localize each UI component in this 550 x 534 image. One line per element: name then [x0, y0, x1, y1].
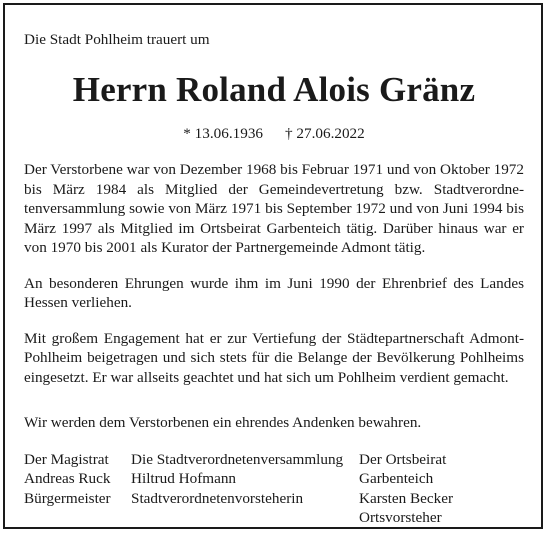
signatory-person: Karsten Becker [359, 489, 454, 507]
signatory-role: Stadtverordnetenvorsteherin [131, 489, 304, 507]
engagement-paragraph: Mit großem Engagement hat er zur Vertiefung der Städtepartnerschaft Admont-Pohlheim beigetragen und sich stets für die Belange der Bevölkerung Pohlheims eingesetzt. Er war allseits geachtet und hat sich um Pohlheim verdient gemacht. [24, 329, 524, 386]
signatory-body: Der Ortsbeirat Garbenteich [359, 450, 447, 487]
life-dates [24, 124, 524, 144]
signatory-ortsbeirat [359, 450, 524, 528]
signatory-stadtverordnetenversammlung [131, 450, 359, 528]
obituary-notice [24, 30, 524, 528]
signatory-body: Der Magistrat [24, 450, 109, 468]
signatory-body: Die Stadtverordnetenversammlung [131, 450, 344, 468]
death-date: † 27.06.2022 [285, 124, 365, 142]
closing-line: Wir werden dem Verstorbenen ein ehrendes Andenken bewahren. [24, 414, 422, 431]
signatories [24, 450, 524, 528]
signatory-role: Ortsvorsteher [359, 509, 442, 526]
signatory-person: Hiltrud Hofmann [131, 470, 237, 487]
signatory-magistrat [24, 450, 131, 528]
intro-line: Die Stadt Pohlheim trauert um [24, 31, 210, 48]
signatory-person: Andreas Ruck [24, 470, 111, 487]
birth-date: * 13.06.1936 [183, 124, 263, 142]
honors-paragraph: An besonderen Ehrungen wurde ihm im Juni 1990 der Ehrenbrief des Landes Hessen verliehen. [24, 274, 524, 311]
deceased-name: Herrn Roland Alois Gränz [72, 69, 476, 109]
signatory-role: Bürgermeister [24, 489, 111, 507]
biography-paragraph: Der Verstorbene war von Dezember 1968 bis Februar 1971 und von Oktober 1972 bis März 1984 als Mitglied der Gemeindevertretung bzw. Stadtverordnetenversammlung sowie von März 1971 bis September 1972 und von Juni 1994 bis März 1997 als Mitglied im Ortsbeirat Garbenteich tätig. Darüber hinaus war er von 1970 bis 2001 als Kurator der Partnergemeinde Admont tätig. [24, 161, 524, 256]
